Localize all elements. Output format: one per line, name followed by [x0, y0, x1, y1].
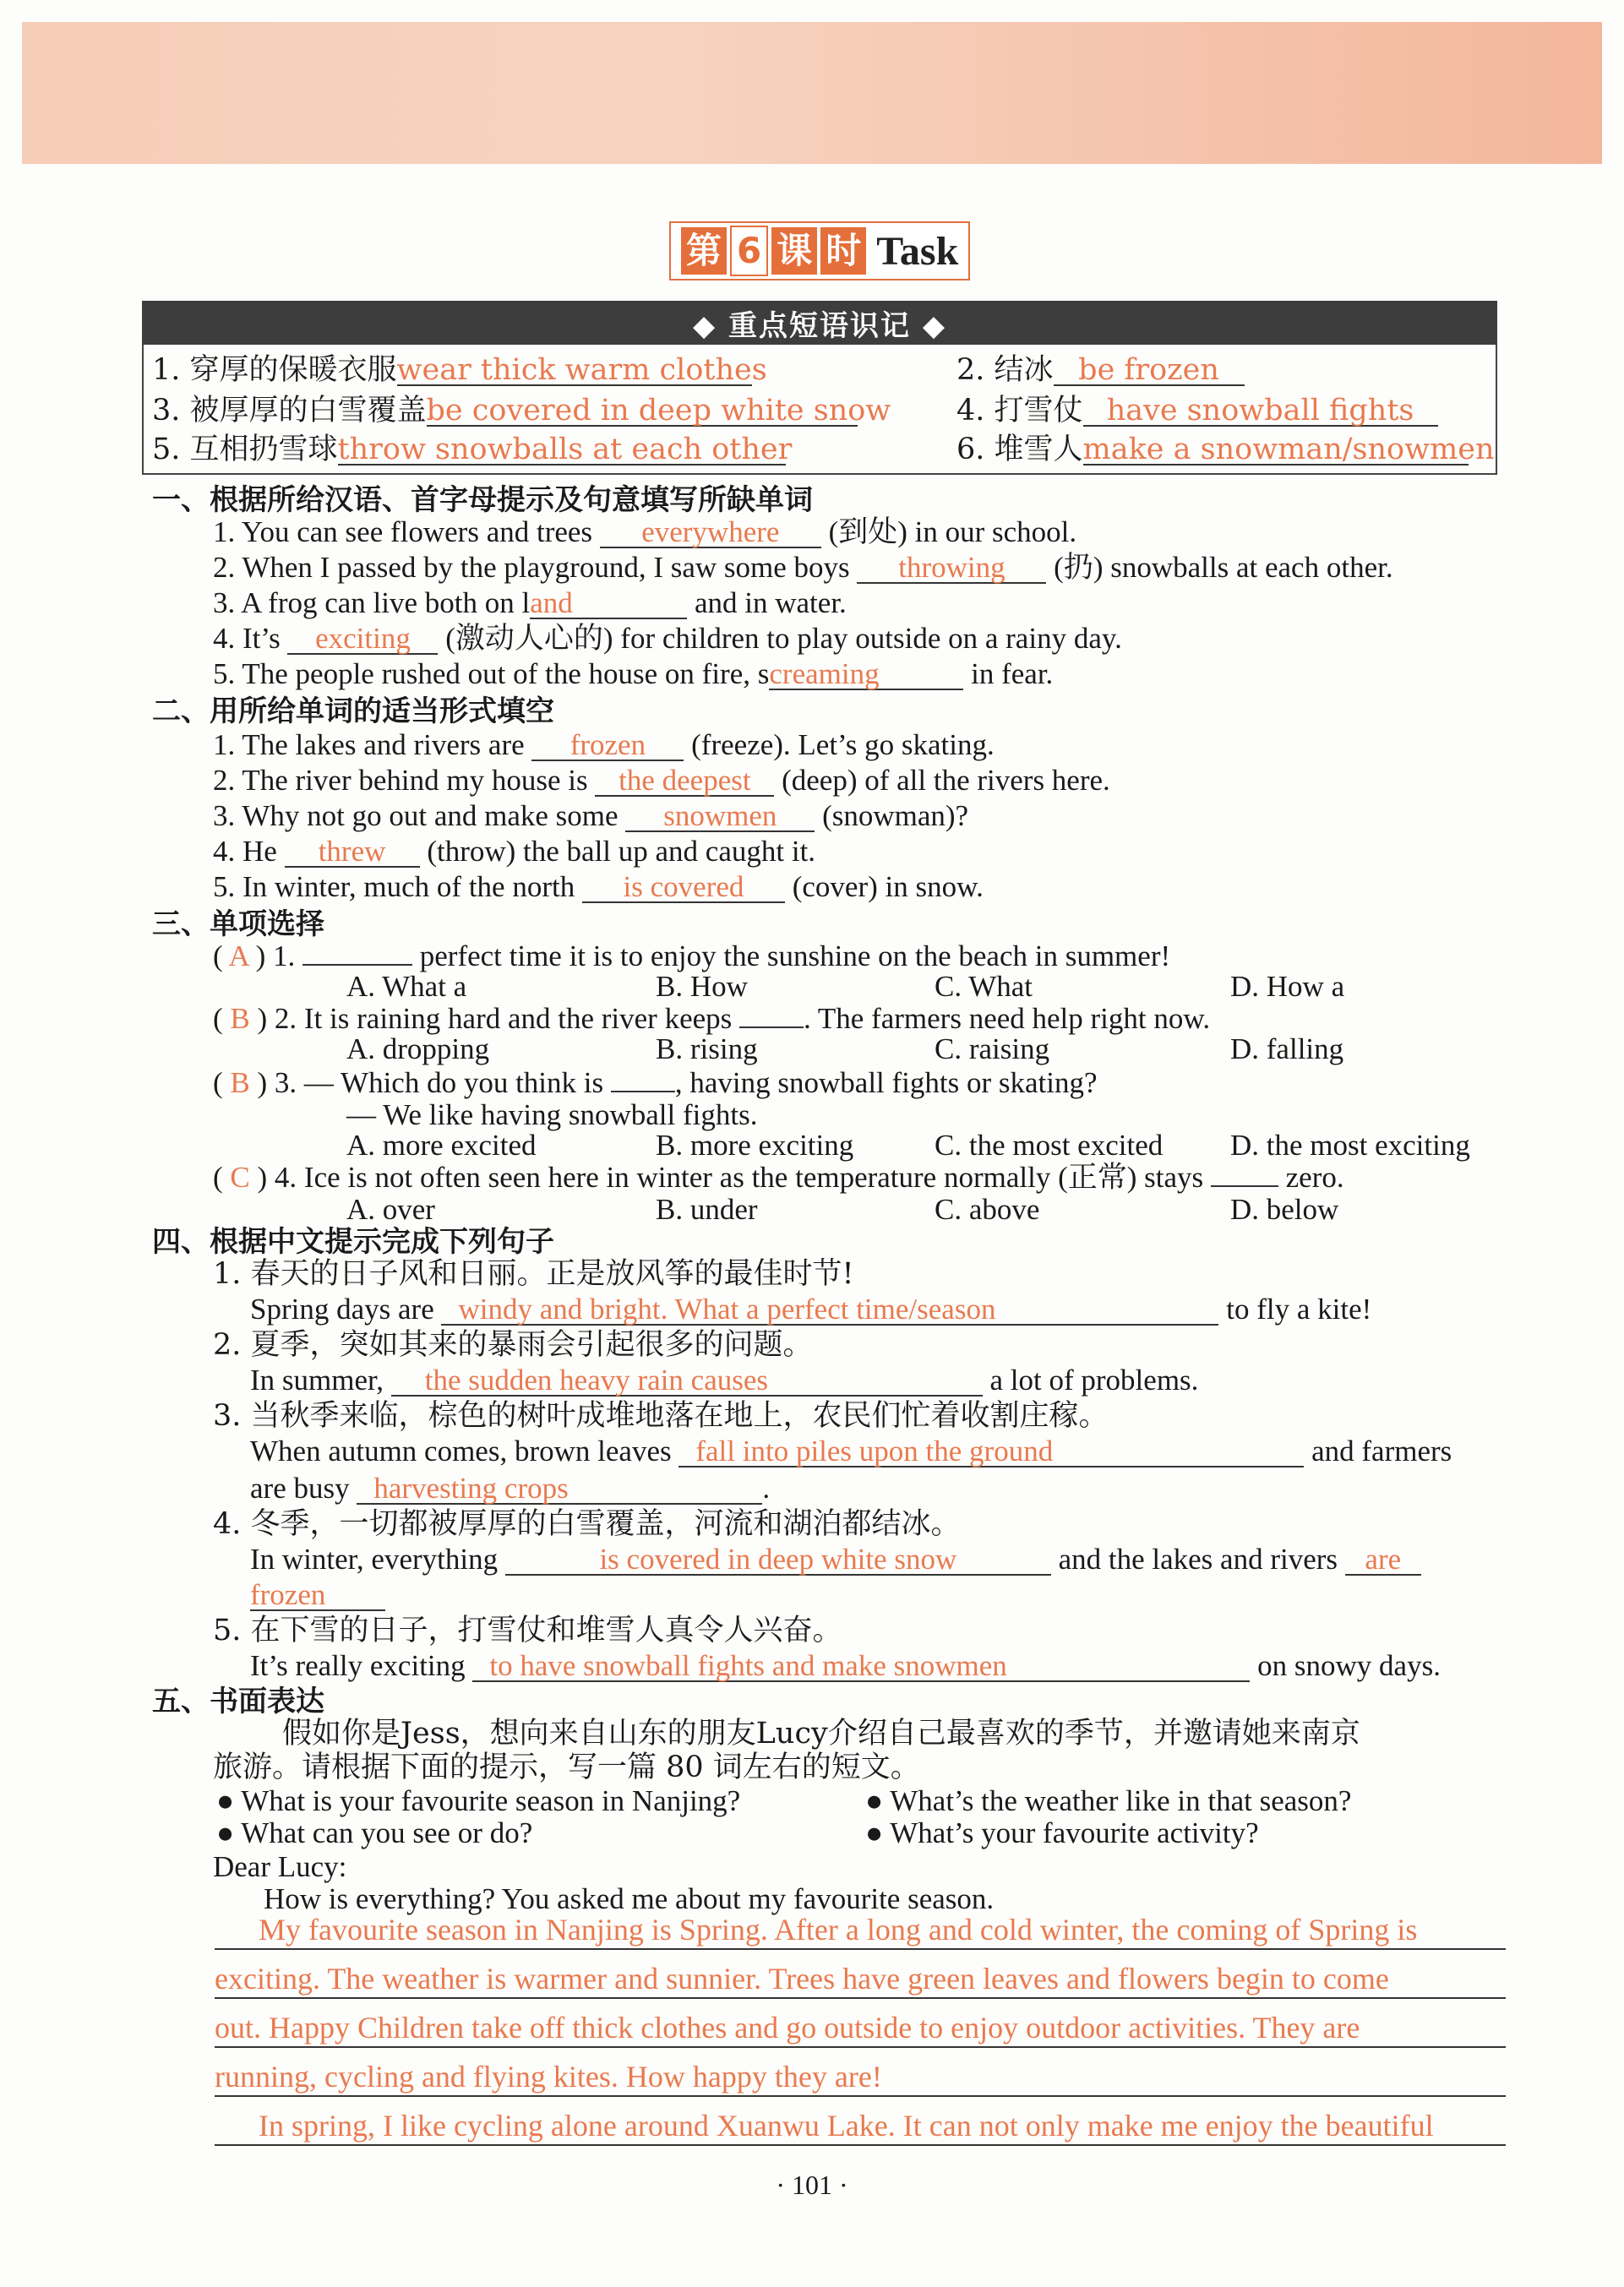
title-word: Task [876, 228, 959, 274]
s1-q4: 4. It’s exciting (激动人心的) for children to play outside on a rainy day. [213, 622, 1122, 655]
section-5-heading: 五、书面表达 [152, 1685, 324, 1718]
s3-q1-opt-c: C. What [935, 970, 1033, 1003]
s4-q1-cn: 1. 春天的日子风和日丽。正是放风筝的最佳时节! [213, 1257, 854, 1291]
s5-bullet-3: ● What can you see or do? [216, 1816, 533, 1849]
s4-q2-cn: 2. 夏季，突如其来的暴雨会引起很多的问题。 [213, 1328, 813, 1362]
essay-line: exciting. The weather is warmer and sunnier. Trees have green leaves and flowers begin to come [215, 1960, 1506, 1999]
phrase-item: 2. 结冰 be frozen [956, 353, 1245, 387]
s1-q2: 2. When I passed by the playground, I saw some boys throwing (扔) snowballs at each other. [213, 551, 1393, 584]
phrase-item: 6. 堆雪人make a snowman/snowmen [956, 433, 1495, 466]
section-2-heading: 二、用所给单词的适当形式填空 [152, 694, 554, 728]
s1-q3: 3. A frog can live both on land and in water. [213, 586, 847, 619]
s4-q1: Spring days are windy and bright. What a perfect time/season to fly a kite! [250, 1293, 1372, 1326]
section-4-heading: 四、根据中文提示完成下列句子 [152, 1225, 554, 1259]
s4-q4-line2: frozen [250, 1578, 385, 1612]
essay-line: out. Happy Children take off thick clothes and go outside to enjoy outdoor activities. They are [215, 2009, 1506, 2048]
phrases-header: ◆ 重点短语识记 ◆ [142, 301, 1497, 345]
page-number: · 101 · [776, 2170, 848, 2200]
s3-q4-opt-a: A. over [346, 1193, 435, 1226]
s2-q4: 4. He threw (throw) the ball up and caught it. [213, 835, 816, 868]
s3-q4-opt-b: B. under [656, 1193, 758, 1226]
s4-q2: In summer, the sudden heavy rain causes a lot of problems. [250, 1364, 1199, 1397]
header-banner [22, 22, 1602, 164]
s4-q3: When autumn comes, brown leaves fall into piles upon the ground and farmers [250, 1435, 1452, 1467]
s3-q3-line2: — We like having snowball fights. [346, 1098, 758, 1131]
s3-q1-opt-d: D. How a [1230, 970, 1345, 1003]
s5-intro-2: 旅游。请根据下面的提示，写一篇 80 词左右的短文。 [213, 1751, 920, 1784]
s3-q3-opt-d: D. the most exciting [1230, 1129, 1470, 1162]
s3-q1-opt-a: A. What a [346, 970, 467, 1003]
s2-q2: 2. The river behind my house is the deepest (deep) of all the rivers here. [213, 764, 1110, 797]
s3-q1: ( A ) 1. perfect time it is to enjoy the sunshine on the beach in summer! [213, 939, 1171, 972]
s5-bullet-4: ● What’s your favourite activity? [865, 1816, 1259, 1849]
s4-q5-cn: 5. 在下雪的日子，打雪仗和堆雪人真令人兴奋。 [213, 1614, 842, 1647]
title-char-3: 课 [771, 227, 817, 275]
s3-q2-opt-c: C. raising [935, 1032, 1050, 1065]
phrase-item: 5. 互相扔雪球throw snowballs at each other [152, 433, 793, 466]
s3-q1-opt-b: B. How [656, 970, 748, 1003]
s3-q2: ( B ) 2. It is raining hard and the river keeps . The farmers need help right now. [213, 1002, 1211, 1035]
s3-q4-opt-d: D. below [1230, 1193, 1339, 1226]
s4-q3-line2: are busy harvesting crops . [250, 1472, 771, 1505]
s3-q2-opt-b: B. rising [656, 1032, 758, 1065]
s2-q3: 3. Why not go out and make some snowmen (snowman)? [213, 799, 969, 832]
s1-q1: 1. You can see flowers and trees everywhere (到处) in our school. [213, 515, 1077, 548]
s4-q3-cn: 3. 当秋季来临，棕色的树叶成堆地落在地上，农民们忙着收割庄稼。 [213, 1399, 1109, 1433]
s3-q4: ( C ) 4. Ice is not often seen here in winter as the temperature normally (正常) stays zero. [213, 1161, 1344, 1194]
title-char-1: 第 [681, 227, 727, 275]
s5-intro-1: 假如你是Jess，想向来自山东的朋友Lucy介绍自己最喜欢的季节，并邀请她来南京 [282, 1717, 1360, 1751]
section-1-heading: 一、根据所给汉语、首字母提示及句意填写所缺单词 [152, 483, 813, 517]
s3-q3-opt-a: A. more excited [346, 1129, 537, 1162]
s3-q2-opt-a: A. dropping [346, 1032, 490, 1065]
s5-greeting: Dear Lucy: [213, 1850, 347, 1883]
essay-line: running, cycling and flying kites. How happy they are! [215, 2058, 1506, 2097]
s3-q4-opt-c: C. above [935, 1193, 1040, 1226]
title-char-4: 时 [820, 227, 866, 275]
phrase-item: 4. 打雪仗 have snowball fights [956, 394, 1438, 427]
s3-q2-opt-d: D. falling [1230, 1032, 1344, 1065]
s4-q4: In winter, everything is covered in deep white snow and the lakes and rivers are [250, 1543, 1421, 1576]
section-3-heading: 三、单项选择 [152, 907, 324, 941]
s5-bullet-2: ● What’s the weather like in that season? [865, 1784, 1352, 1817]
title-number: 6 [730, 226, 768, 276]
s5-bullet-1: ● What is your favourite season in Nanjing? [216, 1784, 741, 1817]
s2-q5: 5. In winter, much of the north is covered (cover) in snow. [213, 870, 984, 903]
s1-q5: 5. The people rushed out of the house on fire, screaming in fear. [213, 657, 1054, 690]
s3-q3-opt-b: B. more exciting [656, 1129, 854, 1162]
essay-line: In spring, I like cycling alone around Xuanwu Lake. It can not only make me enjoy the beautiful [215, 2107, 1506, 2146]
s3-q3: ( B ) 3. — Which do you think is , having snowball fights or skating? [213, 1066, 1098, 1099]
essay-line: My favourite season in Nanjing is Spring. After a long and cold winter, the coming of Spring is [215, 1911, 1506, 1950]
lesson-title [669, 221, 970, 280]
s4-q4-cn: 4. 冬季，一切都被厚厚的白雪覆盖，河流和湖泊都结冰。 [213, 1507, 961, 1541]
s2-q1: 1. The lakes and rivers are frozen (freeze). Let’s go skating. [213, 728, 995, 761]
s5-opening: How is everything? You asked me about my favourite season. [264, 1882, 995, 1915]
phrase-item: 1. 穿厚的保暖衣服wear thick warm clothes [152, 353, 767, 387]
phrase-item: 3. 被厚厚的白雪覆盖be covered in deep white snow [152, 394, 891, 427]
s4-q5: It’s really exciting to have snowball fights and make snowmen on snowy days. [250, 1649, 1441, 1682]
s3-q3-opt-c: C. the most excited [935, 1129, 1164, 1162]
